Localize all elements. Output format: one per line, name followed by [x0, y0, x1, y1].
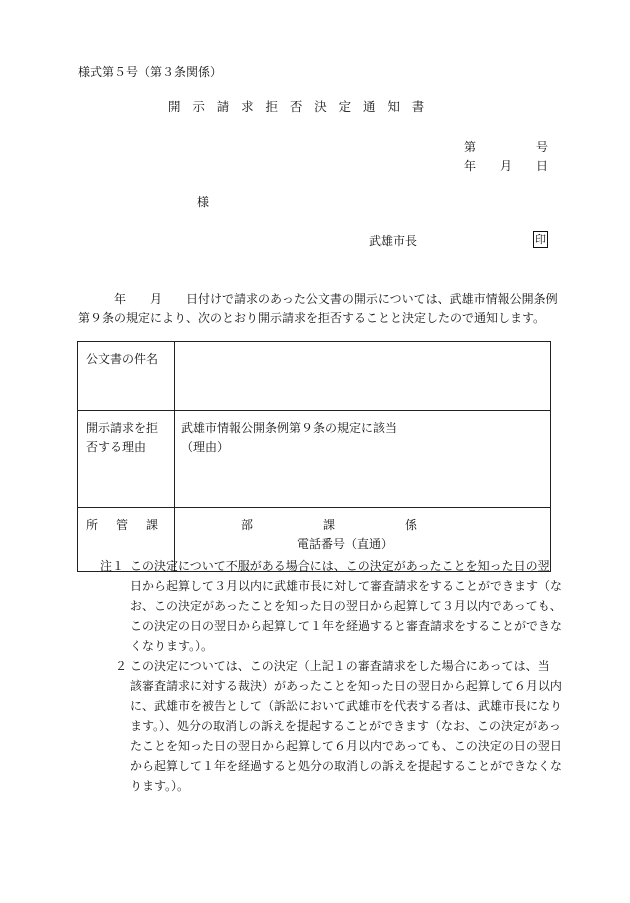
date-month: 月	[500, 159, 513, 173]
body-month: 月	[150, 292, 163, 306]
body-year: 年	[114, 292, 127, 306]
note-1-line: 日から起算して３月以内に武雄市長に対して審査請求をすることができます（な	[130, 579, 563, 593]
subject-label: 公文書の件名	[78, 342, 175, 411]
table-row	[78, 342, 551, 411]
note-2-line: に、武雄市を被告として（訴訟において武雄市を代表する者は、武雄市長になり	[130, 699, 563, 713]
dept-label-char: 課	[145, 518, 158, 532]
info-table	[77, 341, 551, 572]
note-1-mark: 注１	[100, 559, 125, 573]
note-2-line: 該審査請求に対する裁決）があったことを知った日の翌日から起算して６月以内	[130, 679, 562, 693]
note-2-mark: ２	[115, 659, 128, 673]
dept-label-char: 管	[115, 518, 128, 532]
reason-label-line-1: 開示請求を拒	[86, 421, 159, 435]
notes	[100, 556, 563, 796]
note-1	[100, 556, 563, 656]
note-1-line: くなります。）。	[130, 639, 214, 653]
note-2-line: ます。）、処分の取消しの訴えを提起することができます（なお、この決定があっ	[130, 719, 561, 733]
doc-number-prefix: 第	[464, 140, 477, 154]
date-year: 年	[464, 159, 477, 173]
note-2-line: から起算して１年を経過すると処分の取消しの訴えを提起することができなくな	[130, 759, 563, 773]
note-2-line: この決定については、この決定（上記１の審査請求をした場合にあっては、当	[130, 659, 550, 673]
subject-value	[175, 342, 551, 411]
dept-kakari: 係	[404, 518, 417, 532]
reason-label-line-2: 否する理由	[86, 440, 147, 454]
note-1-line: お、この決定があったことを知った日の翌日から起算して３月以内であっても、	[130, 599, 562, 613]
issuer-name: 武雄市長	[369, 234, 418, 248]
note-2-line: ります。）。	[130, 779, 190, 793]
dept-bu: 部	[241, 518, 254, 532]
recipient-suffix: 様	[197, 195, 210, 209]
reason-value-line-2: （理由）	[181, 440, 230, 454]
body-text	[78, 290, 558, 328]
note-1-line: この決定について不服がある場合には、この決定があったことを知った日の翌	[130, 559, 550, 573]
body-rest: 日付けで請求のあった公文書の開示については、武雄市情報公開条例	[186, 292, 558, 306]
body-line-2: 第９条の規定により、次のとおり開示請求を拒否することと決定したので通知します。	[78, 311, 546, 325]
document-title: 開示請求拒否決定通知書	[168, 99, 437, 114]
note-1-line: この決定の日の翌日から起算して１年を経過すると審査請求をすることができな	[130, 619, 563, 633]
date-day: 日	[536, 159, 549, 173]
note-2	[100, 656, 563, 796]
seal-box: 印	[535, 233, 546, 246]
doc-number-suffix: 号	[536, 140, 549, 154]
note-2-line: たことを知った日の翌日から起算して６月以内であっても、この決定の日の翌日	[130, 739, 562, 753]
reason-value-line-1: 武雄市情報公開条例第９条の規定に該当	[181, 421, 398, 435]
phone-label: 電話番号（直通）	[297, 537, 394, 551]
dept-label-char: 所	[86, 518, 99, 532]
body-line-1	[78, 290, 558, 309]
dept-ka: 課	[322, 518, 335, 532]
reason-value	[175, 411, 551, 508]
table-row	[78, 411, 551, 508]
reason-label	[78, 411, 175, 508]
form-number: 様式第５号（第３条関係）	[78, 65, 223, 79]
